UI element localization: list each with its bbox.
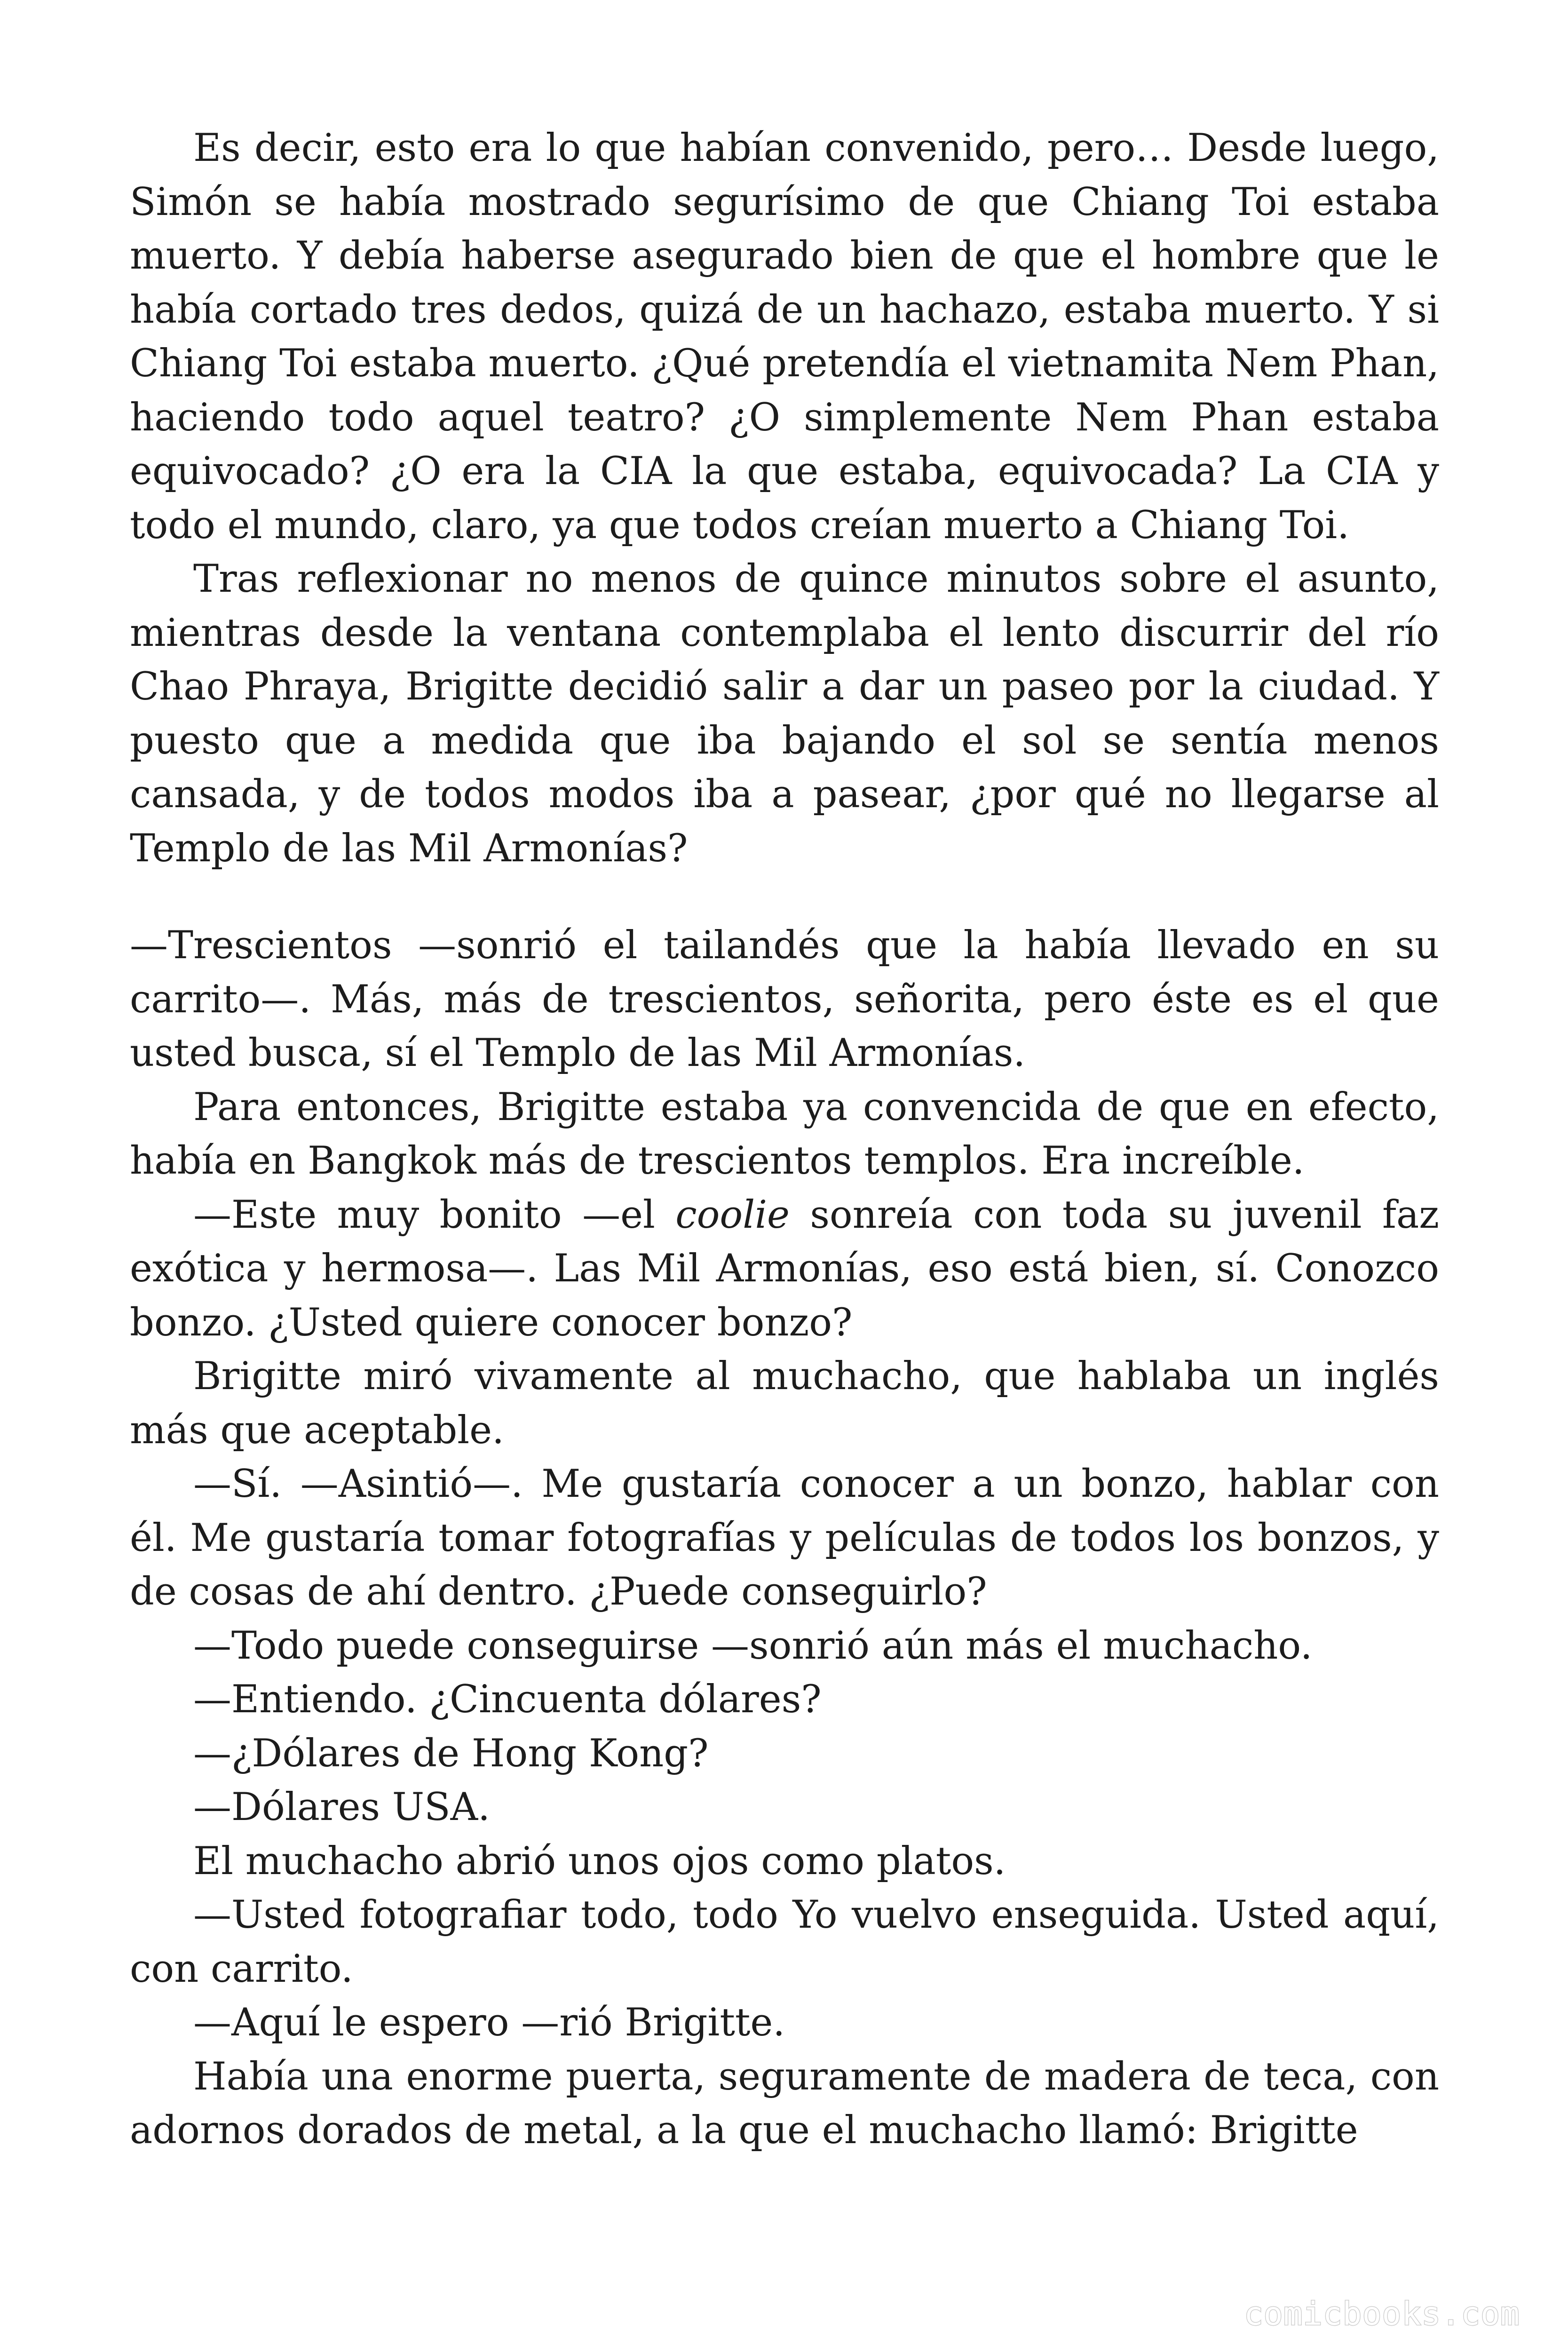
- paragraph: [130, 1188, 1439, 1350]
- paragraph-text: —Este muy bonito —el: [193, 1192, 676, 1237]
- paragraph: Tras reflexionar no menos de quince minutos sobre el asunto, mientras desde la ventana contemplaba el lento discurrir del río Chao Phraya, Brigitte decidió salir a dar un paseo por la ciudad. Y puesto que a medida que iba bajando el sol se sentía menos cansada, y de todos modos iba a pasear, ¿por qué no llegarse al Templo de las Mil Armonías?: [130, 557, 1439, 871]
- paragraph: —Sí. —Asintió—. Me gustaría conocer a un bonzo, hablar con él. Me gustaría tomar fotografías y películas de todos los bonzos, y de cosas de ahí dentro. ¿Puede conseguirlo?: [130, 1462, 1439, 1614]
- watermark: comicbooks.com: [1243, 2296, 1520, 2333]
- paragraph: El muchacho abrió unos ojos como platos.: [193, 1839, 1006, 1883]
- paragraph: —Aquí le espero —rió Brigitte.: [193, 2001, 785, 2045]
- italic-word: coolie: [675, 1192, 790, 1237]
- paragraph-text: sonreía con toda su juvenil faz exótica y hermosa—. Las Mil Armonías, eso está bien, sí. Conozco bonzo. ¿Usted quiere conocer bonzo?: [130, 1192, 1439, 1345]
- paragraph: —Usted fotografiar todo, todo Yo vuelvo enseguida. Usted aquí, con carrito.: [130, 1893, 1439, 1991]
- body-text: [130, 121, 1439, 2158]
- paragraph: Es decir, esto era lo que habían convenido, pero… Desde luego, Simón se había mostrado segurísimo de que Chiang Toi estaba muerto. Y debía haberse asegurado bien de que el hombre que le había cortado tres dedos, quizá de un hachazo, estaba muerto. Y si Chiang Toi estaba muerto. ¿Qué pretendía el vietnamita Nem Phan, haciendo todo aquel teatro? ¿O simplemente Nem Phan estaba equivocado? ¿O era la CIA la que estaba, equivocada? La CIA y todo el mundo, claro, ya que todos creían muerto a Chiang Toi.: [130, 126, 1439, 548]
- paragraph: —Dólares USA.: [193, 1785, 490, 1829]
- paragraph: Para entonces, Brigitte estaba ya convencida de que en efecto, había en Bangkok más de trescientos templos. Era increíble.: [130, 1085, 1439, 1183]
- paragraph: —Todo puede conseguirse —sonrió aún más el muchacho.: [193, 1623, 1313, 1668]
- paragraph: —Trescientos —sonrió el tailandés que la había llevado en su carrito—. Más, más de trescientos, señorita, pero éste es el que usted busca, sí el Templo de las Mil Armonías.: [130, 923, 1439, 1075]
- paragraph: —Entiendo. ¿Cincuenta dólares?: [193, 1677, 822, 1722]
- paragraph: Había una enorme puerta, seguramente de madera de teca, con adornos dorados de metal, a la que el muchacho llamó: Brigitte: [130, 2054, 1439, 2153]
- paragraph: Brigitte miró vivamente al muchacho, que hablaba un inglés más que aceptable.: [130, 1354, 1439, 1453]
- paragraph: —¿Dólares de Hong Kong?: [193, 1731, 709, 1776]
